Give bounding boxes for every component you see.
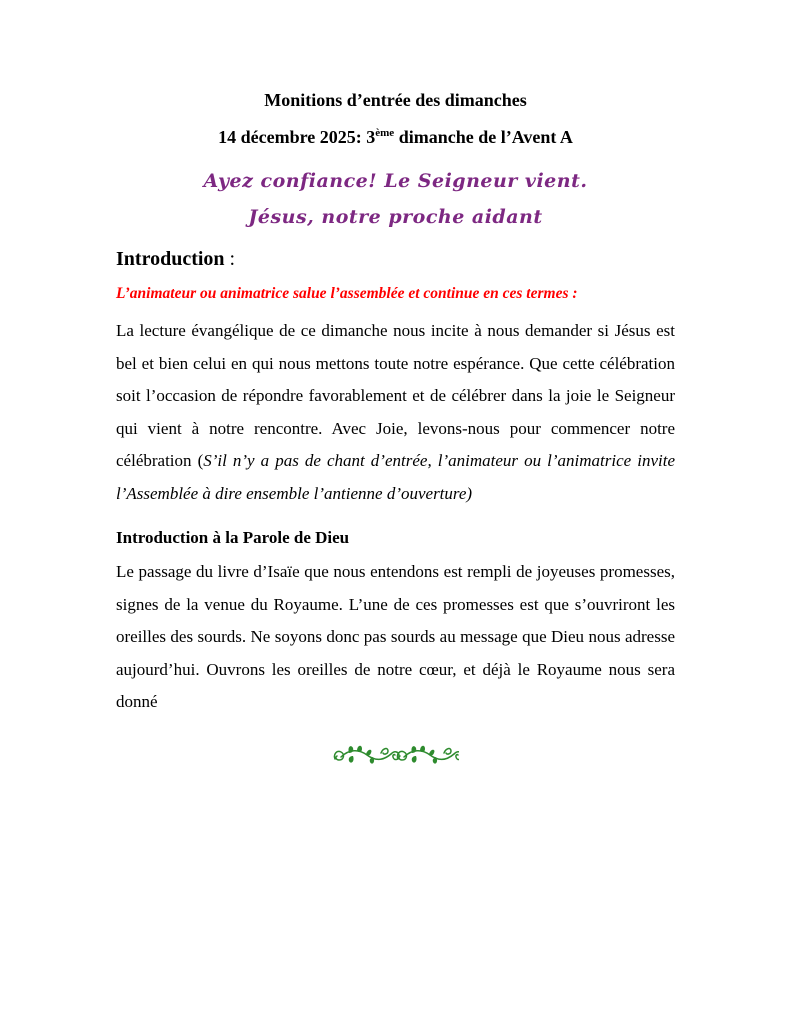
date-title-suffix: dimanche de l’Avent A (394, 127, 573, 147)
introduction-paragraph-italic-note: S’il n’y a pas de chant d’entrée, l’animateur ou l’animatrice invite l’Assemblée à dire ensemble l’antienne d’ouverture) (116, 451, 675, 503)
theme-line-1: Ayez confiance! Le Seigneur vient. (203, 170, 588, 192)
document-title: Monitions d’entrée des dimanches (264, 90, 527, 110)
animator-rubric: L’animateur ou animatrice salue l’assemblée et continue en ces termes : (116, 285, 578, 302)
word-of-god-paragraph: Le passage du livre d’Isaïe que nous entendons est rempli de joyeuses promesses, signes de la venue du Royaume. L’une de ces promesses est que s’ouvriront les oreilles des sourds. Ne soyons donc pas sourds au message que Dieu nous adresse aujourd’hui. Ouvrons les oreilles de notre cœur, et déjà le Royaume nous sera donné (116, 562, 675, 711)
date-title-prefix: 14 décembre 2025: 3 (218, 127, 376, 147)
word-of-god-heading: Introduction à la Parole de Dieu (116, 528, 350, 547)
ordinal-superscript: ème (375, 127, 395, 139)
introduction-paragraph (116, 315, 675, 510)
floral-flourish-divider-icon (333, 741, 459, 771)
introduction-heading (116, 241, 675, 277)
introduction-paragraph-normal: La lecture évangélique de ce dimanche nous incite à nous demander si Jésus est bel et bien celui en qui nous mettons toute notre espérance. Que cette célébration soit l’occasion de répondre favorablement et de célébrer dans la joie le Seigneur qui vient à notre rencontre. Avec Joie, levons-nous pour commencer notre célébration ( (116, 321, 675, 470)
theme-line-2: Jésus, notre proche aidant (248, 206, 543, 228)
ornament-row (116, 741, 675, 771)
introduction-heading-colon: : (224, 248, 236, 270)
document-date-title (116, 119, 675, 156)
theme-block (116, 163, 675, 235)
introduction-heading-text: Introduction (116, 248, 225, 270)
